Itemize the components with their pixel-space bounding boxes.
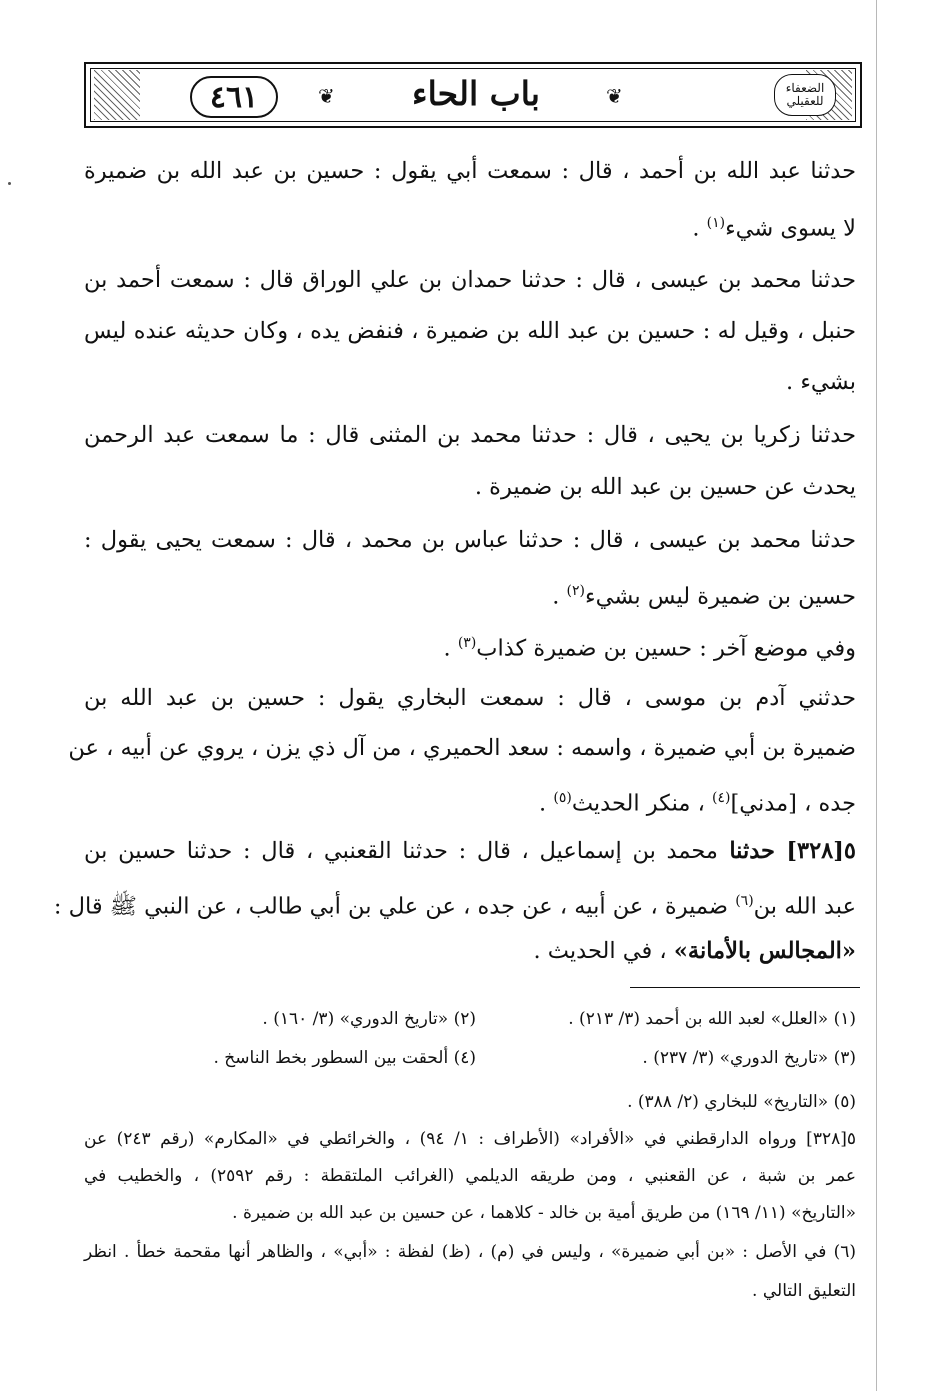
footnote-ref: (٥) [553,790,572,806]
text-line: حدثنا زكريا بن يحيى ، قال : حدثنا محمد بن المثنى قال : ما سمعت عبد الرحمن [84,422,856,448]
footnote: التعليق التالي . [752,1281,856,1301]
footnote: (٥) «التاريخ» للبخاري (٢/ ٣٨٨) . [627,1092,856,1112]
footnote-ref: (٣) [457,635,477,651]
page-edge-line [876,0,877,1391]
page-header [84,62,862,128]
hadith-number: ٥[٣٢٨] [786,838,856,864]
footnote: (٦) في الأصل : «بن أبي ضميرة» ، وليس في (م) ، (ظ) لفظة : «أبي» ، والظاهر أنها مقحمة خطأ . انظر [84,1242,856,1262]
book-logo: الضعفاء للعقيلي [774,74,836,116]
text-line: ٥[٣٢٨] حدثنا محمد بن إسماعيل ، قال : حدثنا القعنبي ، قال : حدثنا حسين بن [84,838,856,864]
footnote: «التاريخ» (١١/ ١٦٩) من طريق أمية بن خالد - كلاهما ، عن حسين بن عبد الله بن ضميرة . [232,1203,856,1223]
footnote: (٢) «تاريخ الدوري» (٣/ ١٦٠) . [262,1009,476,1029]
text-line: يحدث عن حسين بن عبد الله بن ضميرة . [474,474,856,500]
page-number: ٤٦١ [190,76,278,118]
header-hatch-left [94,70,140,120]
text-line: بشيء . [786,369,856,395]
text-line: وفي موضع آخر : حسين بن ضميرة كذاب$^{(٣)}$ . [443,635,856,662]
ornament-icon: ❦ [606,84,623,108]
text-line: حسين بن ضميرة ليس بشيء$^{(٢)}$ . [552,583,856,610]
text-line: عبد الله بن$^{(٦)}$ ضميرة ، عن أبيه ، عن جده ، عن علي بن أبي طالب ، عن النبي ﷺ قال : [53,893,856,920]
footnote-divider [630,987,860,988]
text-line: لا يسوى شيء$^{(١)}$ . [692,215,856,242]
text-line: حدثني آدم بن موسى ، قال : سمعت البخاري يقول : حسين بن عبد الله بن [84,685,856,711]
hadith-text: «المجالس بالأمانة» [673,938,856,964]
footnote: ٥[٣٢٨] ورواه الدارقطني في «الأفراد» (الأطراف : ١/ ٩٤) ، والخرائطي في «المكارم» (رقم ٢٤٣) عن [84,1129,856,1149]
footnote-ref: (٤) [712,790,731,806]
text-line: جده ، [مدني]$^{(٤)}$ ، منكر الحديث$^{(٥)}$ . [539,790,856,817]
footnote-ref: (١) [706,215,726,231]
chapter-title: باب الحاء [412,74,540,113]
text-line: «المجالس بالأمانة» ، في الحديث . [533,938,856,964]
text-line: حدثنا محمد بن عيسى ، قال : حدثنا عباس بن محمد ، قال : سمعت يحيى يقول : [84,527,856,553]
footnote: (١) «العلل» لعبد الله بن أحمد (٣/ ٢١٣) . [568,1009,856,1029]
footnote: عمر بن شبة ، عن القعنبي ، ومن طريقه الديلمي (الغرائب الملتقطة : رقم ٢٥٩٢) ، والخطيب في [84,1166,856,1186]
footnote-ref: (٢) [566,583,585,599]
footnote: (٤) ألحقت بين السطور بخط الناسخ . [213,1048,476,1068]
ornament-icon: ❦ [318,84,335,108]
text-line: حنبل ، وقيل له : حسين بن عبد الله بن ضميرة ، فنفض يده ، وكان حديثه عنده ليس [84,318,856,344]
scan-speck [8,182,11,185]
footnote-ref: (٦) [735,893,754,909]
text-line: حدثنا محمد بن عيسى ، قال : حدثنا حمدان بن علي الوراق قال : سمعت أحمد بن [84,267,856,293]
text-line: ضميرة بن أبي ضميرة ، واسمه : سعد الحميري ، من آل ذي يزن ، يروي عن أبيه ، عن [68,735,856,761]
text-line: حدثنا عبد الله بن أحمد ، قال : سمعت أبي يقول : حسين بن عبد الله بن ضميرة [84,158,856,184]
footnote: (٣) «تاريخ الدوري» (٣/ ٢٣٧) . [642,1048,856,1068]
